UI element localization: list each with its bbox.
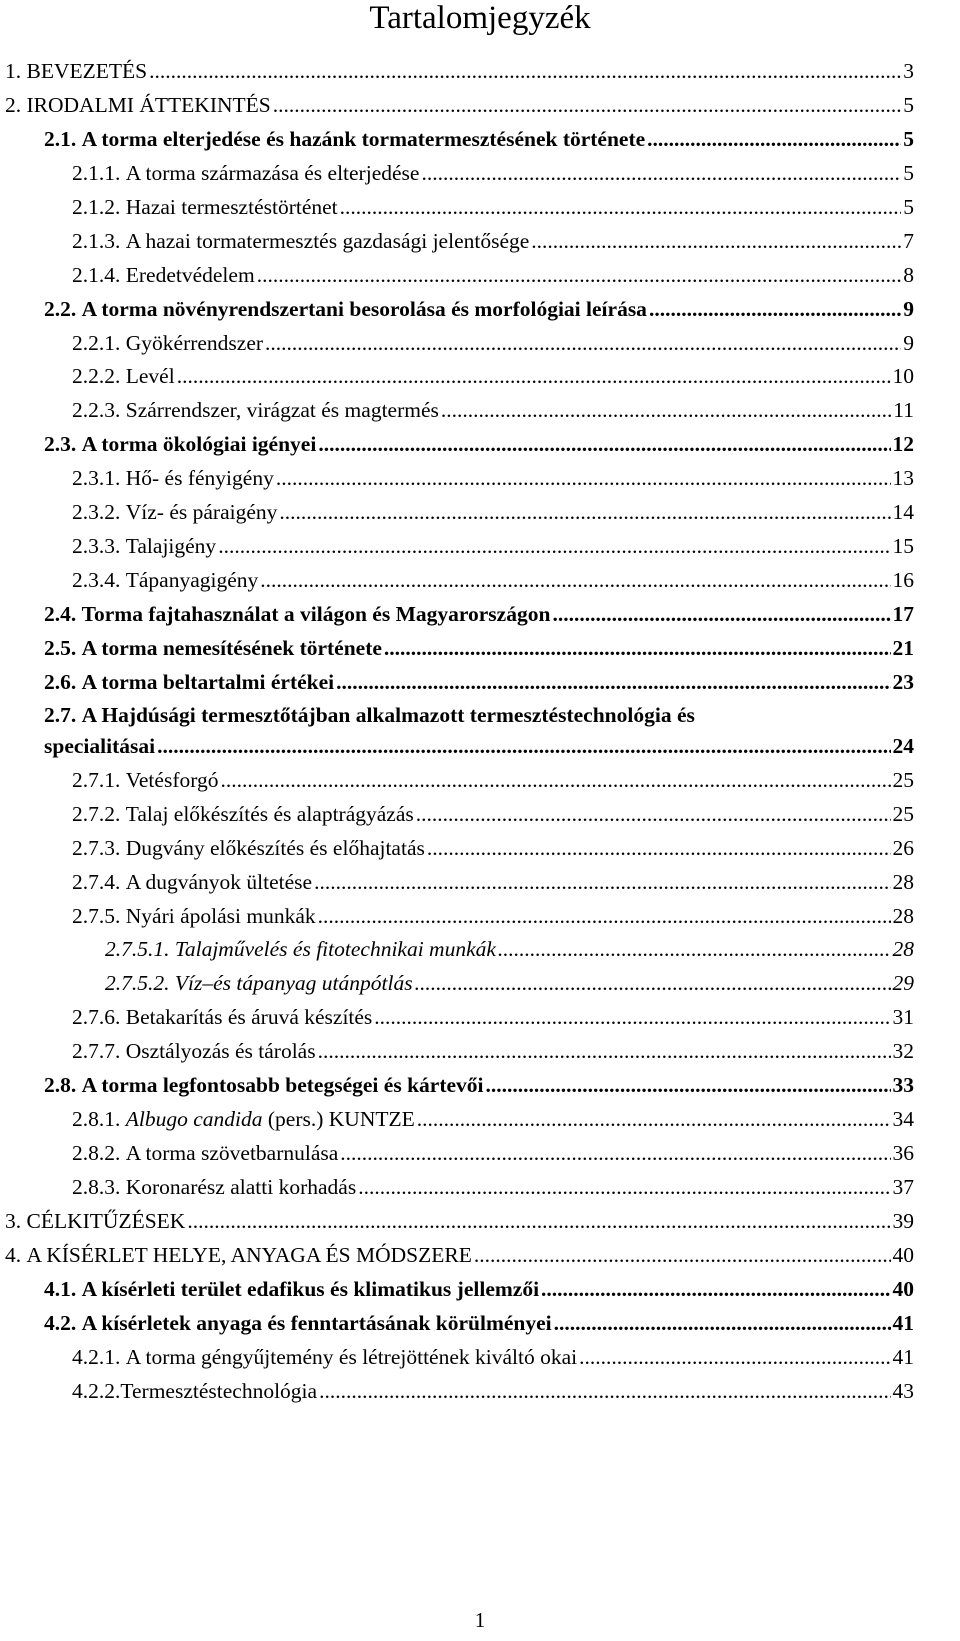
toc-entry[interactable] xyxy=(0,933,960,967)
dot-leader xyxy=(279,496,890,530)
toc-page-number: 8 xyxy=(903,262,914,287)
toc-entry-number: 4.2.1. xyxy=(72,1344,126,1369)
dot-leader xyxy=(531,225,901,259)
toc-page-number: 43 xyxy=(892,1378,914,1403)
dot-leader xyxy=(340,1137,890,1171)
toc-entry[interactable] xyxy=(0,967,960,1001)
toc-entry-label: Dugvány előkészítés és előhajtatás xyxy=(125,835,425,860)
toc-page-number: 40 xyxy=(892,1242,914,1267)
toc-entry-label: Tápanyagigény xyxy=(125,568,259,593)
dot-leader xyxy=(149,55,901,89)
toc-entry-label: Talajművelés és fitotechnikai munkák xyxy=(174,937,496,962)
toc-entry-number: 2.7.5. xyxy=(72,903,126,928)
dot-leader xyxy=(157,730,890,764)
toc-entry[interactable] xyxy=(0,327,960,361)
toc-entry-label: Talaj előkészítés és alaptrágyázás xyxy=(125,801,414,826)
toc-entry[interactable] xyxy=(0,700,960,730)
dot-leader xyxy=(541,1273,890,1307)
toc-page-number: 10 xyxy=(892,364,914,389)
toc-entry-number: 2.8. xyxy=(44,1073,82,1098)
dot-leader xyxy=(415,967,891,1001)
toc-entry-label: A torma ökológiai igényei xyxy=(81,432,317,457)
dot-leader xyxy=(221,764,891,798)
toc-page-number: 11 xyxy=(893,398,914,423)
toc-page-number: 28 xyxy=(892,937,914,962)
toc-entry-number: 2.3.1. xyxy=(72,466,126,491)
toc-entry-label: A torma nemesítésének története xyxy=(81,635,382,660)
toc-entry-label: Torma fajtahasználat a világon és Magyarországon xyxy=(81,602,551,626)
toc-page-number: 5 xyxy=(903,194,914,219)
toc-entry-label: IRODALMI ÁTTEKINTÉS xyxy=(26,92,271,117)
table-of-contents xyxy=(0,55,960,1409)
toc-entry[interactable] xyxy=(0,191,960,225)
toc-page-number: 17 xyxy=(892,602,914,626)
toc-entry-number: 2.1. xyxy=(44,126,82,151)
toc-entry-label: Levél xyxy=(125,364,175,389)
dot-leader xyxy=(374,1001,890,1035)
page-number: 1 xyxy=(474,1608,486,1632)
toc-entry[interactable] xyxy=(0,428,960,462)
toc-entry[interactable] xyxy=(0,1001,960,1035)
toc-entry[interactable] xyxy=(0,496,960,530)
toc-entry-label: A torma származása és elterjedése xyxy=(125,160,420,185)
toc-entry-number: 2.8.2. xyxy=(72,1141,126,1166)
toc-entry[interactable] xyxy=(0,1239,960,1273)
toc-entry[interactable] xyxy=(0,1205,960,1239)
toc-entry[interactable] xyxy=(0,293,960,327)
toc-page-number: 25 xyxy=(892,767,914,792)
toc-entry-label: Szárrendszer, virágzat és magtermés xyxy=(125,398,439,423)
toc-entry-label: A kísérleti terület edafikus és klimatikus jellemzői xyxy=(81,1276,540,1301)
toc-entry[interactable] xyxy=(0,666,960,700)
toc-page-number: 29 xyxy=(892,971,914,996)
toc-page-number: 28 xyxy=(892,903,914,928)
toc-entry-label: Vetésforgó xyxy=(125,767,219,792)
dot-leader xyxy=(314,866,890,900)
toc-entry-number: 1. xyxy=(5,59,27,83)
toc-page-number: 12 xyxy=(892,432,914,457)
toc-entry[interactable] xyxy=(0,1137,960,1171)
toc-entry-number: 2.5. xyxy=(44,635,82,660)
toc-entry[interactable] xyxy=(0,462,960,496)
toc-page-number: 40 xyxy=(892,1276,914,1301)
toc-page-number: 32 xyxy=(892,1039,914,1064)
dot-leader xyxy=(318,1035,891,1069)
dot-leader xyxy=(486,1069,891,1103)
dot-leader xyxy=(552,598,890,632)
toc-entry[interactable] xyxy=(0,632,960,666)
toc-entry-label: Nyári ápolási munkák xyxy=(125,903,316,928)
dot-leader xyxy=(260,564,890,598)
toc-entry-number: 2.1.1. xyxy=(72,160,126,185)
toc-entry-number: 4.1. xyxy=(44,1276,82,1301)
toc-page-number: 13 xyxy=(892,466,914,491)
toc-entry-label-rest: (pers.) KUNTZE xyxy=(262,1107,415,1132)
toc-entry-number: 2.7.7. xyxy=(72,1039,126,1064)
toc-entry-number: 2.2.2. xyxy=(72,364,126,389)
toc-page-number: 5 xyxy=(903,126,914,151)
dot-leader xyxy=(498,933,891,967)
toc-entry-number: 2.2.1. xyxy=(72,330,126,355)
toc-entry-label: Víz- és páraigény xyxy=(125,500,278,525)
toc-page-number: 3 xyxy=(903,59,914,83)
toc-entry[interactable] xyxy=(0,394,960,428)
dot-leader xyxy=(649,293,901,327)
toc-entry-number: 2.8.3. xyxy=(72,1175,126,1199)
toc-entry-label: Hazai termesztéstörténet xyxy=(125,194,338,219)
toc-entry[interactable] xyxy=(0,123,960,157)
toc-entry-label: Hő- és fényigény xyxy=(125,466,274,491)
toc-entry[interactable] xyxy=(0,1273,960,1307)
toc-page-number: 41 xyxy=(892,1344,914,1369)
dot-leader xyxy=(319,1375,890,1409)
toc-page-number: 7 xyxy=(903,228,914,253)
toc-entry[interactable] xyxy=(0,564,960,598)
dot-leader xyxy=(177,360,891,394)
toc-page-number: 34 xyxy=(892,1107,914,1132)
toc-entry-number: 2.2.3. xyxy=(72,398,126,423)
toc-entry-label xyxy=(126,1103,415,1137)
toc-entry-continuation[interactable] xyxy=(0,730,960,764)
toc-entry-number: 2.7.5.1. xyxy=(105,937,175,962)
dot-leader xyxy=(427,832,891,866)
toc-page-number: 25 xyxy=(892,801,914,826)
toc-entry[interactable] xyxy=(0,259,960,293)
dot-leader xyxy=(218,530,890,564)
toc-entry[interactable] xyxy=(0,55,960,89)
toc-entry-number: 2.2. xyxy=(44,296,82,321)
dot-leader xyxy=(417,1103,891,1137)
toc-entry-number: 4. xyxy=(5,1242,27,1267)
toc-entry-number: 2.7.3. xyxy=(72,835,126,860)
toc-entry-number: 2.1.4. xyxy=(72,262,126,287)
dot-leader xyxy=(647,123,901,157)
toc-entry-number: 2.6. xyxy=(44,669,82,694)
toc-entry-label: Koronarész alatti korhadás xyxy=(125,1175,357,1199)
toc-entry-label: A torma beltartalmi értékei xyxy=(81,669,335,694)
dot-leader xyxy=(579,1341,890,1375)
toc-page-number: 39 xyxy=(892,1208,914,1233)
toc-entry-label: Gyökérrendszer xyxy=(125,330,264,355)
toc-entry[interactable] xyxy=(0,832,960,866)
toc-entry[interactable] xyxy=(0,225,960,259)
toc-entry[interactable] xyxy=(0,598,960,632)
toc-entry[interactable] xyxy=(0,866,960,900)
toc-entry-label: Betakarítás és áruvá készítés xyxy=(125,1005,373,1030)
toc-entry-number: 2. xyxy=(5,92,27,117)
dot-leader xyxy=(273,89,902,123)
toc-page-number: 15 xyxy=(892,534,914,559)
toc-entry-label: Víz–és tápanyag utánpótlás xyxy=(174,971,413,996)
dot-leader xyxy=(474,1239,891,1273)
toc-page-number: 26 xyxy=(892,835,914,860)
toc-entry-number: 2.7.2. xyxy=(72,801,126,826)
toc-page-number: 31 xyxy=(892,1005,914,1030)
toc-entry-number: 2.7.6. xyxy=(72,1005,126,1030)
toc-entry-label: BEVEZETÉS xyxy=(26,59,148,83)
toc-entry-label: A Hajdúsági termesztőtájban alkalmazott termesztéstechnológia és xyxy=(81,702,695,727)
toc-entry-label: Termesztéstechnológia xyxy=(120,1378,318,1403)
dot-leader xyxy=(265,327,901,361)
dot-leader xyxy=(276,462,891,496)
toc-page-number: 36 xyxy=(892,1141,914,1166)
dot-leader xyxy=(318,900,891,934)
toc-entry[interactable] xyxy=(0,530,960,564)
toc-entry-number: 2.1.2. xyxy=(72,194,126,219)
toc-entry-number: 2.7. xyxy=(44,702,82,727)
dot-leader xyxy=(187,1205,890,1239)
toc-entry-number: 2.3.4. xyxy=(72,568,126,593)
toc-entry-label: A torma legfontosabb betegségei és kártevői xyxy=(81,1073,484,1098)
toc-entry-label: Osztályozás és tárolás xyxy=(125,1039,316,1064)
toc-entry-number: 3. xyxy=(5,1208,27,1233)
toc-page-number: 24 xyxy=(892,733,914,758)
toc-entry[interactable] xyxy=(0,157,960,191)
dot-leader xyxy=(257,259,902,293)
toc-entry[interactable] xyxy=(0,764,960,798)
toc-page-number: 5 xyxy=(903,160,914,185)
toc-entry-label-italic: Albugo candida xyxy=(125,1107,263,1132)
toc-page-number: 5 xyxy=(903,92,914,117)
toc-entry-label: Eredetvédelem xyxy=(125,262,255,287)
toc-entry-label: A torma géngyűjtemény és létrejöttének kiváltó okai xyxy=(125,1344,578,1369)
toc-entry-label: A torma elterjedése és hazánk tormatermesztésének története xyxy=(81,126,646,151)
toc-entry[interactable] xyxy=(0,360,960,394)
dot-leader xyxy=(336,666,890,700)
dot-leader xyxy=(358,1171,890,1205)
toc-page-number: 9 xyxy=(903,330,914,355)
toc-page-number: 28 xyxy=(892,869,914,894)
page-title: Tartalomjegyzék xyxy=(369,0,591,36)
toc-entry[interactable] xyxy=(0,1307,960,1341)
toc-entry-label: A torma növényrendszertani besorolása és morfológiai leírása xyxy=(81,296,647,321)
dot-leader xyxy=(340,191,902,225)
toc-entry-number: 2.1.3. xyxy=(72,228,126,253)
toc-page-number: 21 xyxy=(892,635,914,660)
toc-page-number: 14 xyxy=(892,500,914,525)
toc-page-number: 33 xyxy=(892,1073,914,1098)
toc-entry-label: A dugványok ültetése xyxy=(125,869,313,894)
toc-entry[interactable] xyxy=(0,1375,960,1409)
toc-entry-number: 2.3.3. xyxy=(72,534,126,559)
toc-entry-number: 4.2. xyxy=(44,1310,82,1335)
toc-entry[interactable] xyxy=(0,1103,960,1137)
toc-entry[interactable] xyxy=(0,1069,960,1103)
dot-leader xyxy=(384,632,891,666)
toc-page-number: 37 xyxy=(892,1175,914,1199)
dot-leader xyxy=(554,1307,891,1341)
dot-leader xyxy=(318,428,890,462)
toc-entry-label: A hazai tormatermesztés gazdasági jelentősége xyxy=(125,228,530,253)
toc-entry-number: 2.8.1. xyxy=(72,1107,126,1132)
toc-entry[interactable] xyxy=(0,1171,960,1205)
toc-entry-label: Talajigény xyxy=(125,534,217,559)
toc-entry-label: A KÍSÉRLET HELYE, ANYAGA ÉS MÓDSZERE xyxy=(26,1242,472,1267)
toc-entry-label: CÉLKITŰZÉSEK xyxy=(26,1208,186,1233)
toc-page-number: 9 xyxy=(903,296,914,321)
dot-leader xyxy=(441,394,891,428)
toc-entry-label: specialitásai xyxy=(44,733,156,758)
dot-leader xyxy=(416,798,891,832)
toc-page-number: 16 xyxy=(892,568,914,593)
toc-entry-number: 2.3.2. xyxy=(72,500,126,525)
toc-entry[interactable] xyxy=(0,1035,960,1069)
toc-entry-number: 2.7.4. xyxy=(72,869,126,894)
toc-entry[interactable] xyxy=(0,1341,960,1375)
dot-leader xyxy=(421,157,901,191)
toc-entry-label: A kísérletek anyaga és fenntartásának körülményei xyxy=(81,1310,552,1335)
toc-entry-number: 4.2.2. xyxy=(72,1378,121,1403)
toc-entry-number: 2.7.1. xyxy=(72,767,126,792)
toc-entry-number: 2.4. xyxy=(44,602,82,626)
toc-entry-number: 2.7.5.2. xyxy=(105,971,175,996)
toc-entry-number: 2.3. xyxy=(44,432,82,457)
toc-entry[interactable] xyxy=(0,89,960,123)
toc-page-number: 23 xyxy=(892,669,914,694)
toc-entry-label: A torma szövetbarnulása xyxy=(125,1141,339,1166)
toc-entry[interactable] xyxy=(0,900,960,934)
toc-page-number: 41 xyxy=(892,1310,914,1335)
toc-entry[interactable] xyxy=(0,798,960,832)
